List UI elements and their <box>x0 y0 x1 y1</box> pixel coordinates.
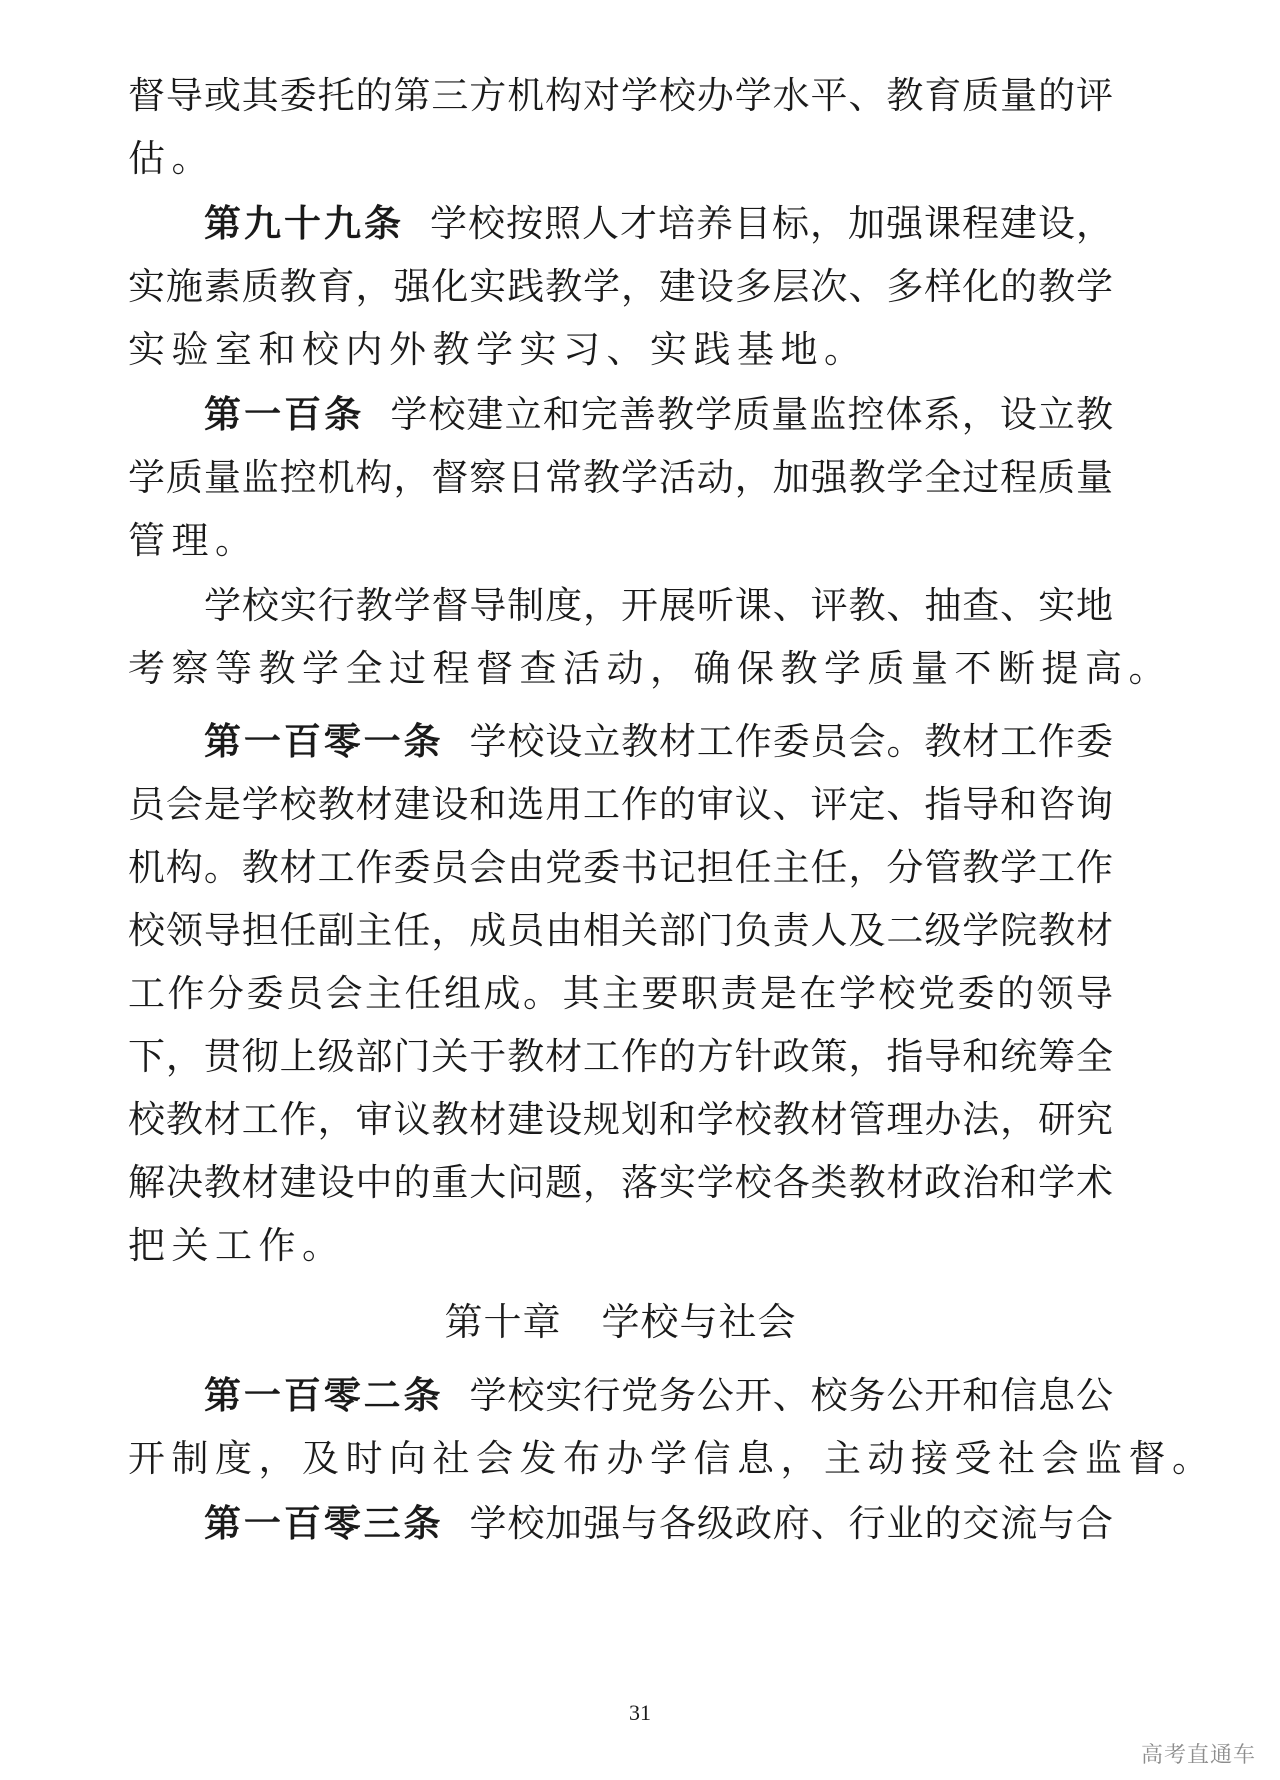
article-heading-100: 第一百条 <box>204 392 365 436</box>
text-line: 学质量监控机构，督察日常教学活动，加强教学全过程质量 <box>128 456 1113 499</box>
text-line: 校教材工作，审议教材建设规划和学校教材管理办法，研究 <box>128 1098 1113 1141</box>
article-99-line <box>128 192 1113 255</box>
article-103-line <box>128 1492 1113 1555</box>
text-line: 估。 <box>128 137 215 180</box>
article-heading-103: 第一百零三条 <box>204 1501 444 1545</box>
text-line: 下，贯彻上级部门关于教材工作的方针政策，指导和统筹全 <box>128 1035 1113 1078</box>
article-heading-102: 第一百零二条 <box>204 1373 444 1417</box>
text-line: 学校加强与各级政府、行业的交流与合 <box>469 1502 1114 1545</box>
text-line: 实验室和校内外教学实习、实践基地。 <box>128 328 868 371</box>
text-line: 员会是学校教材建设和选用工作的审议、评定、指导和咨询 <box>128 783 1113 826</box>
document-body <box>128 64 1216 1555</box>
article-102-line <box>128 1364 1113 1427</box>
text-line: 把关工作。 <box>128 1224 346 1267</box>
article-heading-99: 第九十九条 <box>204 201 404 245</box>
article-100-line <box>128 383 1113 446</box>
chapter-title: 学校与社会 <box>601 1300 797 1344</box>
text-line: 考察等教学全过程督查活动，确保教学质量不断提高。 <box>128 647 1172 690</box>
chapter-heading <box>128 1291 1113 1354</box>
text-line: 解决教材建设中的重大问题，落实学校各类教材政治和学术 <box>128 1161 1113 1204</box>
text-line: 学校设立教材工作委员会。教材工作委 <box>469 720 1114 763</box>
text-line: 工作分委员会主任组成。其主要职责是在学校党委的领导 <box>128 972 1113 1015</box>
article-heading-101: 第一百零一条 <box>204 719 444 763</box>
text-line: 实施素质教育，强化实践教学，建设多层次、多样化的教学 <box>128 265 1113 308</box>
text-line: 校领导担任副主任，成员由相关部门负责人及二级学院教材 <box>128 909 1113 952</box>
article-101-line <box>128 710 1113 773</box>
text-line: 开制度，及时向社会发布办学信息，主动接受社会监督。 <box>128 1437 1216 1480</box>
page-number: 31 <box>629 1700 651 1725</box>
text-line: 管理。 <box>128 519 259 562</box>
text-line: 机构。教材工作委员会由党委书记担任主任，分管教学工作 <box>128 846 1113 889</box>
watermark: 高考直通车 <box>1140 1743 1256 1768</box>
text-line: 督导或其委托的第三方机构对学校办学水平、教育质量的评 <box>128 74 1113 117</box>
text-line: 学校按照人才培养目标，加强课程建设， <box>430 202 1113 245</box>
chapter-number: 第十章 <box>444 1300 562 1344</box>
text-line: 学校实行党务公开、校务公开和信息公 <box>469 1374 1114 1417</box>
text-line: 学校实行教学督导制度，开展听课、评教、抽查、实地 <box>204 584 1113 627</box>
text-line: 学校建立和完善教学质量监控体系，设立教 <box>390 393 1114 436</box>
